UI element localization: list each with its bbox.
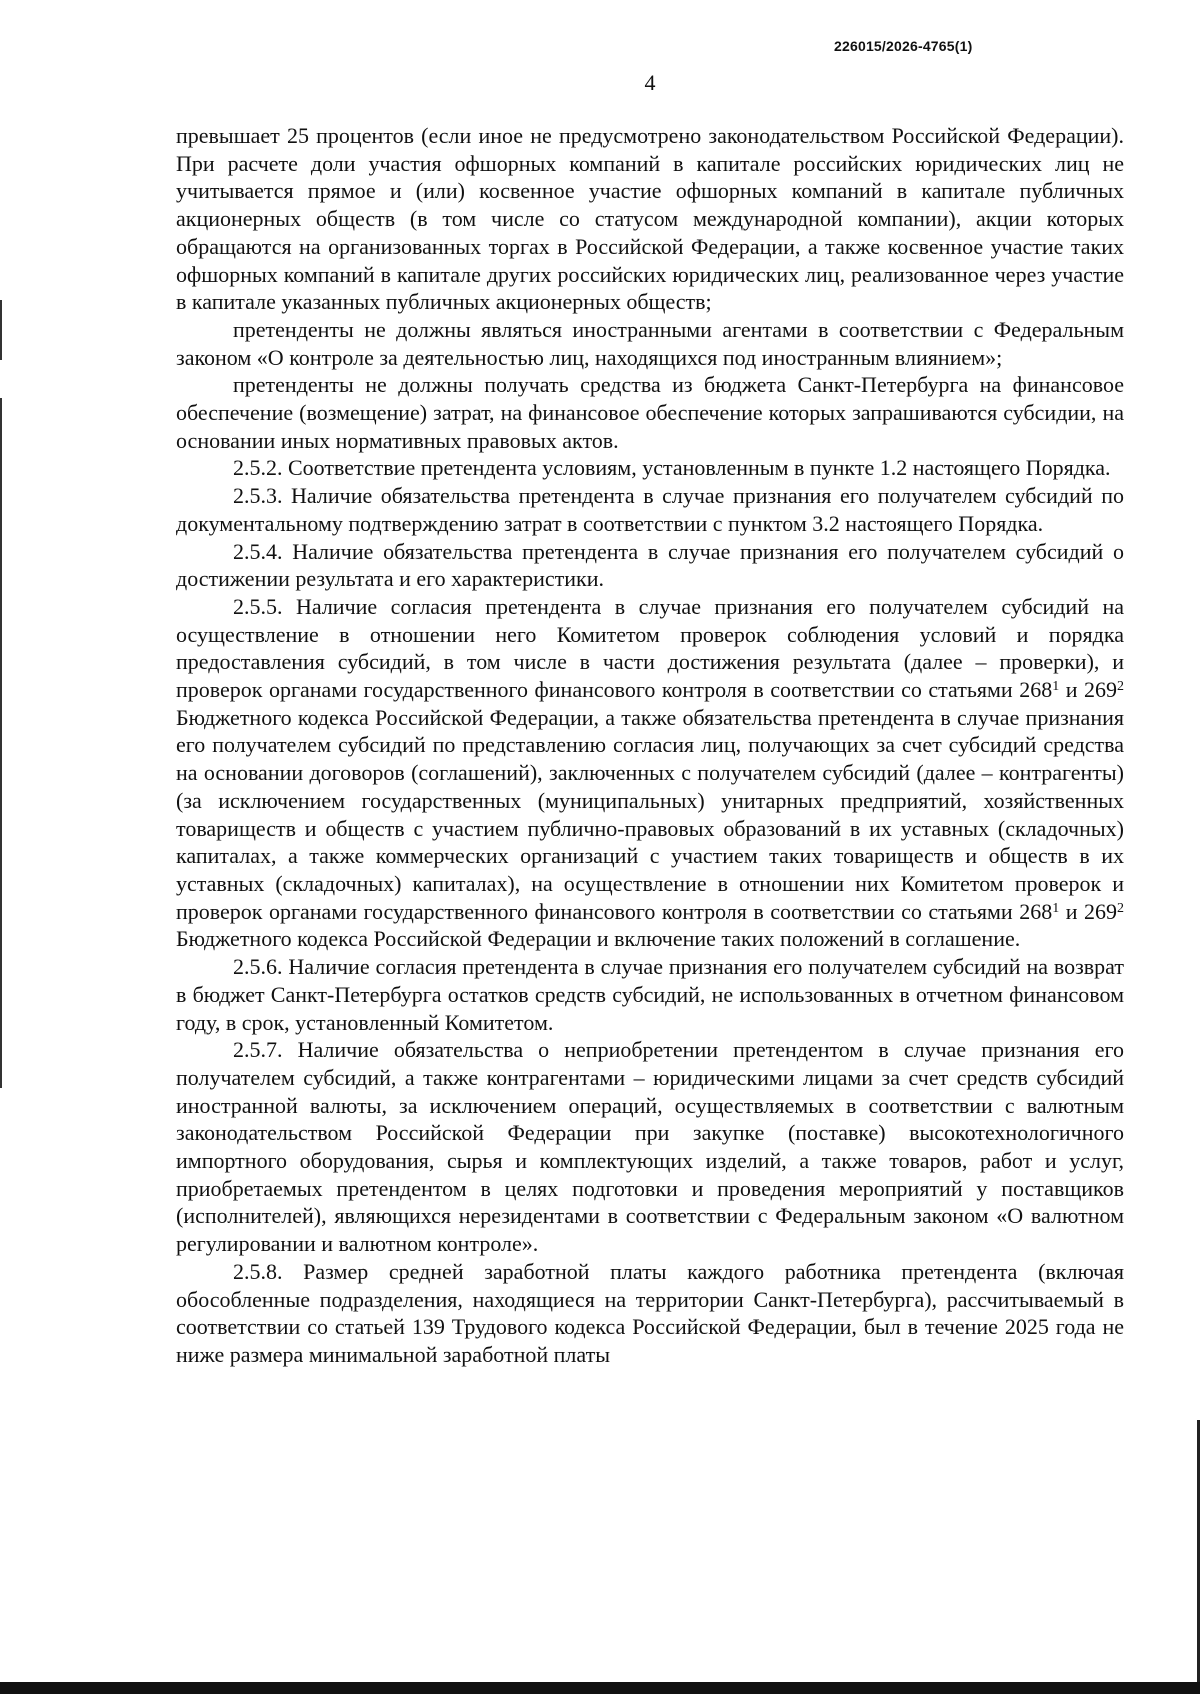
paragraph-2-5-4: 2.5.4. Наличие обязательства претендента в случае признания его получателем субсидий о достижении результата и его характеристики. [176, 538, 1124, 592]
scan-bottom-edge [0, 1682, 1200, 1694]
paragraph-2-5-2: 2.5.2. Соответствие претендента условиям, установленным в пункте 1.2 настоящего Порядка. [233, 455, 1111, 481]
paragraph-2-5-8: 2.5.8. Размер средней заработной платы каждого работника претендента (включая обособленные подразделения, находящиеся на территории Санкт-Петербурга), рассчитываемый в соответствии со статьей 139 Трудового кодекса Российской Федерации, был в течение 2025 года не ниже размера минимальной заработной платы [176, 1258, 1124, 1367]
paragraph-2-5-6: 2.5.6. Наличие согласия претендента в случае признания его получателем субсидий на возврат в бюджет Санкт-Петербурга остатков средств субсидий, не использованных в отчетном финансовом году, в срок, установленный Комитетом. [176, 954, 1124, 1035]
paragraph-foreign-agents: претенденты не должны являться иностранными агентами в соответствии с Федеральным законом «О контроле за деятельностью лиц, находящихся под иностранным влиянием»; [176, 316, 1124, 370]
document-registration-number: 226015/2026-4765(1) [834, 38, 973, 54]
paragraph-2-5-5-part-c: Бюджетного кодекса Российской Федерации, а также обязательства претендента в случае признания его получателем субсидий по представлению согласия лиц, получающих за счет субсидий средства на основании договоров (соглашений), заключенных с получателем субсидий (далее – контрагенты) (за исключением государственных (муниципальных) унитарных предприятий, хозяйственных товариществ и обществ с участием публично-правовых образований в их уставных (складочных) капиталах, а также коммерческих организаций с участием таких товариществ и обществ в их уставных (складочных) капиталах), на осуществление в отношении них Комитетом проверок и проверок органами государственного финансового контроля в соответствии со статьями 268 [176, 704, 1124, 924]
paragraph-2-5-5-part-e: Бюджетного кодекса Российской Федерации и включение таких положений в соглашение. [176, 926, 1021, 952]
superscript-1: 1 [1052, 900, 1060, 916]
paragraph-offshore-share: превышает 25 процентов (если иное не предусмотрено законодательством Российской Федерации). При расчете доли участия офшорных компаний в капитале российских юридических лиц не учитывается прямое и (или) косвенное участие офшорных компаний в капитале публичных акционерных обществ (в том числе со статусом международной компании), акции которых обращаются на организованных торгах в Российской Федерации, а также косвенное участие таких офшорных компаний в капитале других российских юридических лиц, реализованное через участие в капитале указанных публичных акционерных обществ; [176, 123, 1124, 315]
paragraph-2-5-5-part-b: и 269 [1059, 677, 1117, 703]
paragraph-budget-funds: претенденты не должны получать средства из бюджета Санкт-Петербурга на финансовое обеспечение (возмещение) затрат, на финансовое обеспечение которых запрашиваются субсидии, на основании иных нормативных правовых актов. [176, 372, 1124, 453]
scan-edge-mark-left-top [0, 300, 2, 360]
superscript-1: 1 [1052, 679, 1060, 695]
superscript-2: 2 [1117, 679, 1124, 695]
paragraph-2-5-7: 2.5.7. Наличие обязательства о неприобретении претендентом в случае признания его получателем субсидий, а также контрагентами – юридическими лицами за счет средств субсидий иностранной валюты, за исключением операций, осуществляемых в соответствии с валютным законодательством Российской Федерации при закупке (поставке) высокотехнологичного импортного оборудования, сырья и комплектующих изделий, а также товаров, работ и услуг, приобретаемых претендентом в целях подготовки и проведения мероприятий у поставщиков (исполнителей), являющихся нерезидентами в соответствии с Федеральным законом «О валютном регулировании и валютном контроле». [176, 1037, 1124, 1257]
paragraph-2-5-5 [176, 593, 1124, 953]
document-body [176, 122, 1124, 1369]
paragraph-2-5-3: 2.5.3. Наличие обязательства претендента в случае признания его получателем субсидий по документальному подтверждению затрат в соответствии с пунктом 3.2 настоящего Порядка. [176, 483, 1124, 536]
superscript-2: 2 [1117, 900, 1124, 916]
page-number: 4 [644, 70, 656, 95]
paragraph-2-5-5-part-a: 2.5.5. Наличие согласия претендента в случае признания его получателем субсидий на осуществление в отношении него Комитетом проверок соблюдения условий и порядка предоставления субсидий, в том числе в части достижения результата (далее – проверки), и проверок органами государственного финансового контроля в соответствии со статьями 268 [176, 593, 1124, 703]
paragraph-2-5-5-part-d: и 269 [1059, 898, 1117, 924]
scan-edge-mark-left-middle [0, 398, 2, 1088]
